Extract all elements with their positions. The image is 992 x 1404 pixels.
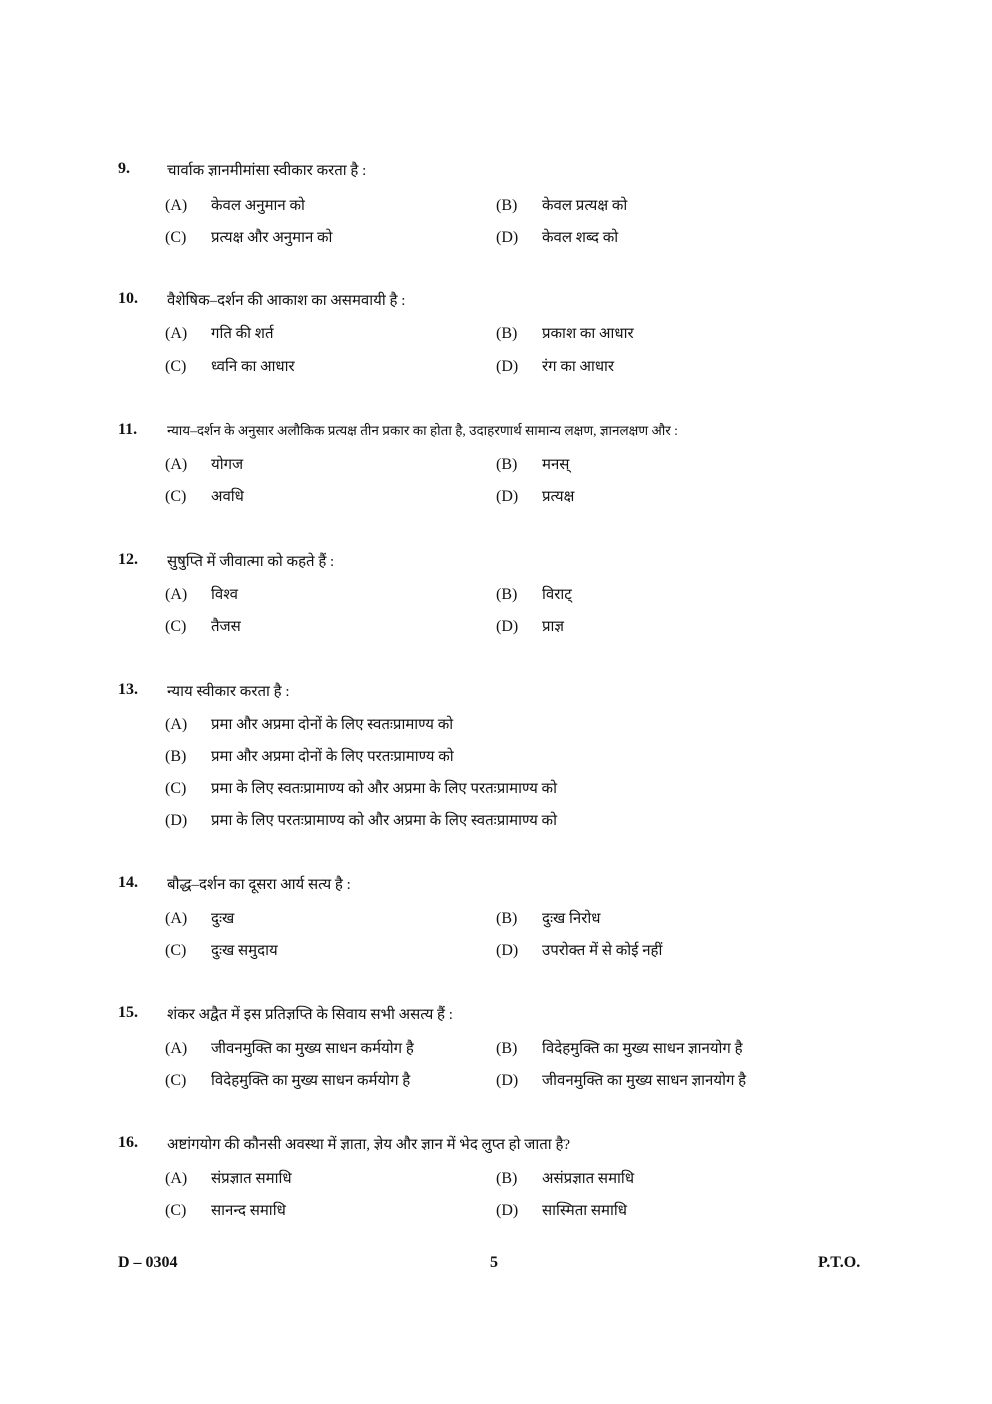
option-d: (D) प्राज्ञ [496, 618, 565, 635]
question-number: 10. [118, 290, 138, 307]
option-a: (A) जीवनमुक्ति का मुख्य साधन कर्मयोग है [165, 1040, 414, 1057]
page-number: 5 [490, 1254, 498, 1271]
option-c: (C) प्रमा के लिए स्वतःप्रामाण्य को और अप्रमा के लिए परतःप्रामाण्य को [165, 780, 557, 797]
option-a: (A) गति की शर्त [165, 325, 274, 342]
question-text: बौद्ध–दर्शन का दूसरा आर्य सत्य है : [167, 877, 351, 893]
option-c: (C) दुःख समुदाय [165, 942, 278, 959]
paper-code: D – 0304 [118, 1254, 178, 1271]
option-a: (A) योगज [165, 456, 244, 473]
option-c: (C) ध्वनि का आधार [165, 358, 295, 375]
option-c: (C) प्रत्यक्ष और अनुमान को [165, 229, 333, 246]
option-a: (A) केवल अनुमान को [165, 197, 305, 214]
question-text: न्याय–दर्शन के अनुसार अलौकिक प्रत्यक्ष तीन प्रकार का होता है, उदाहरणार्थ सामान्य लक्षण, ज्ञानलक्षण और : [167, 423, 678, 438]
option-c: (C) तैजस [165, 618, 241, 635]
question-text: शंकर अद्वैत में इस प्रतिज्ञप्ति के सिवाय सभी असत्य हैं : [167, 1007, 453, 1023]
option-a: (A) दुःख [165, 910, 235, 927]
option-d: (D) रंग का आधार [496, 358, 615, 375]
option-c: (C) सानन्द समाधि [165, 1202, 286, 1219]
question-text: न्याय स्वीकार करता है : [167, 684, 290, 700]
option-d: (D) उपरोक्त में से कोई नहीं [496, 942, 663, 959]
option-b: (B) मनस् [496, 456, 570, 473]
option-c: (C) अवधि [165, 488, 244, 505]
option-b: (B) विराट् [496, 586, 572, 603]
option-b: (B) केवल प्रत्यक्ष को [496, 197, 628, 214]
question-number: 9. [118, 160, 130, 177]
option-b: (B) प्रमा और अप्रमा दोनों के लिए परतःप्रामाण्य को [165, 748, 454, 765]
question-number: 14. [118, 874, 138, 891]
question-text: वैशेषिक–दर्शन की आकाश का असमवायी है : [167, 293, 406, 309]
question-number: 15. [118, 1004, 138, 1021]
option-c: (C) विदेहमुक्ति का मुख्य साधन कर्मयोग है [165, 1072, 411, 1089]
question-text: अष्टांगयोग की कौनसी अवस्था में ज्ञाता, ज्ञेय और ज्ञान में भेद लुप्त हो जाता है? [167, 1137, 571, 1153]
question-number: 13. [118, 681, 138, 698]
option-d: (D) प्रत्यक्ष [496, 488, 575, 505]
option-b: (B) विदेहमुक्ति का मुख्य साधन ज्ञानयोग है [496, 1040, 743, 1057]
pto-label: P.T.O. [818, 1254, 861, 1271]
option-d: (D) केवल शब्द को [496, 229, 619, 246]
option-d: (D) प्रमा के लिए परतःप्रामाण्य को और अप्रमा के लिए स्वतःप्रामाण्य को [165, 812, 557, 829]
option-b: (B) दुःख निरोध [496, 910, 601, 927]
question-number: 12. [118, 551, 138, 568]
question-number: 16. [118, 1134, 138, 1151]
question-text: सुषुप्ति में जीवात्मा को कहते हैं : [167, 554, 335, 570]
option-d: (D) सास्मिता समाधि [496, 1202, 628, 1219]
option-a: (A) प्रमा और अप्रमा दोनों के लिए स्वतःप्रामाण्य को [165, 716, 454, 733]
question-number: 11. [118, 421, 138, 438]
question-text: चार्वाक ज्ञानमीमांसा स्वीकार करता है : [167, 163, 367, 179]
option-b: (B) प्रकाश का आधार [496, 325, 634, 342]
option-a: (A) विश्व [165, 586, 238, 603]
option-d: (D) जीवनमुक्ति का मुख्य साधन ज्ञानयोग है [496, 1072, 747, 1089]
option-a: (A) संप्रज्ञात समाधि [165, 1170, 292, 1187]
option-b: (B) असंप्रज्ञात समाधि [496, 1170, 635, 1187]
